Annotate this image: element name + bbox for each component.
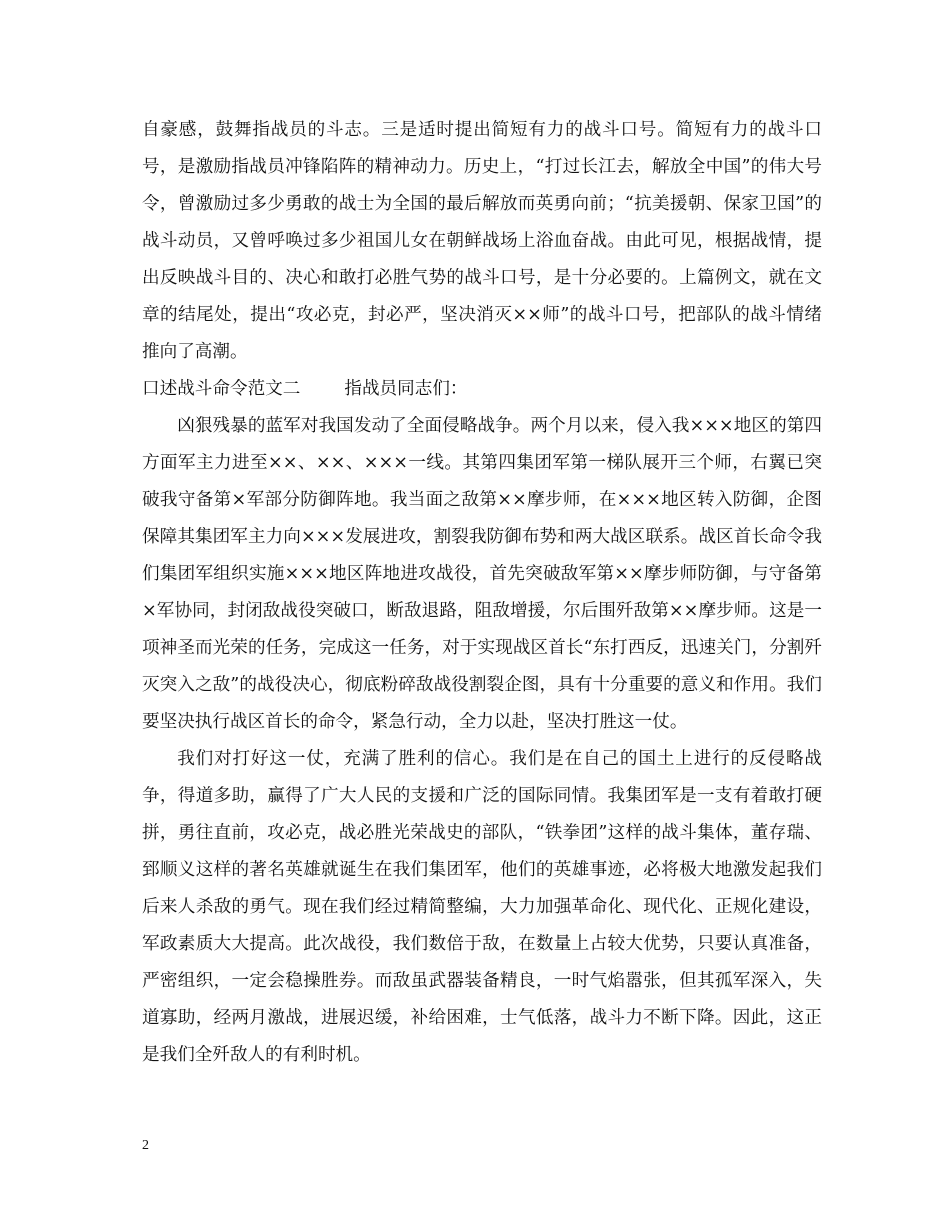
document-body: [142, 112, 822, 1074]
page-number: 2: [142, 1138, 149, 1153]
paragraph-continuation: 自豪感，鼓舞指战员的斗志。三是适时提出简短有力的战斗口号。简短有力的战斗口号，是激励指战员冲锋陷阵的精神动力。历史上，“打过长江去，解放全中国”的伟大号令，曾激励过多少勇敢的战士为全国的最后解放而英勇向前；“抗美援朝、保家卫国”的战斗动员，又曾呼唤过多少祖国儿女在朝鲜战场上浴血奋战。由此可见，根据战情，提出反映战斗目的、决心和敢打必胜气势的战斗口号，是十分必要的。上篇例文，就在文章的结尾处，提出“攻必克，封必严，坚决消灭××师”的战斗口号，把部队的战斗情绪推向了高潮。: [142, 120, 822, 362]
salutation: 指战员同志们：: [344, 379, 468, 399]
paragraph-body-2: 我们对打好这一仗，充满了胜利的信心。我们是在自己的国土上进行的反侵略战争，得道多助，赢得了广大人民的支援和广泛的国际同情。我集团军是一支有着敢打硬拼，勇往直前，攻必克，战必胜光荣战史的部队，“铁拳团”这样的战斗集体，董存瑞、郅顺义这样的著名英雄就诞生在我们集团军，他们的英雄事迹，必将极大地激发起我们后来人杀敌的勇气。现在我们经过精简整编，大力加强革命化、现代化、正规化建设，军政素质大大提高。此次战役，我们数倍于敌，在数量上占较大优势，只要认真准备，严密组织，一定会稳操胜券。而敌虽武器装备精良，一时气焰嚣张，但其孤军深入，失道寡助，经两月激战，进展迟缓，补给困难，士气低落，战斗力不断下降。因此，这正是我们全歼敌人的有利时机。: [142, 749, 822, 1065]
section-heading-line: [142, 371, 822, 408]
paragraph-body-1: 凶狠残暴的蓝军对我国发动了全面侵略战争。两个月以来，侵入我×××地区的第四方面军主力进至××、××、×××一线。其第四集团军第一梯队展开三个师，右翼已突破我守备第×军部分防御阵地。我当面之敌第××摩步师，在×××地区转入防御，企图保障其集团军主力向×××发展进攻，割裂我防御布势和两大战区联系。战区首长命令我们集团军组织实施×××地区阵地进攻战役，首先突破敌军第××摩步师防御，与守备第×军协同，封闭敌战役突破口，断敌退路，阻敌增援，尔后围歼敌第××摩步师。这是一项神圣而光荣的任务，完成这一任务，对于实现战区首长“东打西反，迅速关门，分割歼灭突入之敌”的战役决心，彻底粉碎敌战役割裂企图，具有十分重要的意义和作用。我们要坚决执行战区首长的命令，紧急行动，全力以赴，坚决打胜这一仗。: [142, 416, 822, 732]
section-title: 口述战斗命令范文二: [142, 379, 301, 399]
